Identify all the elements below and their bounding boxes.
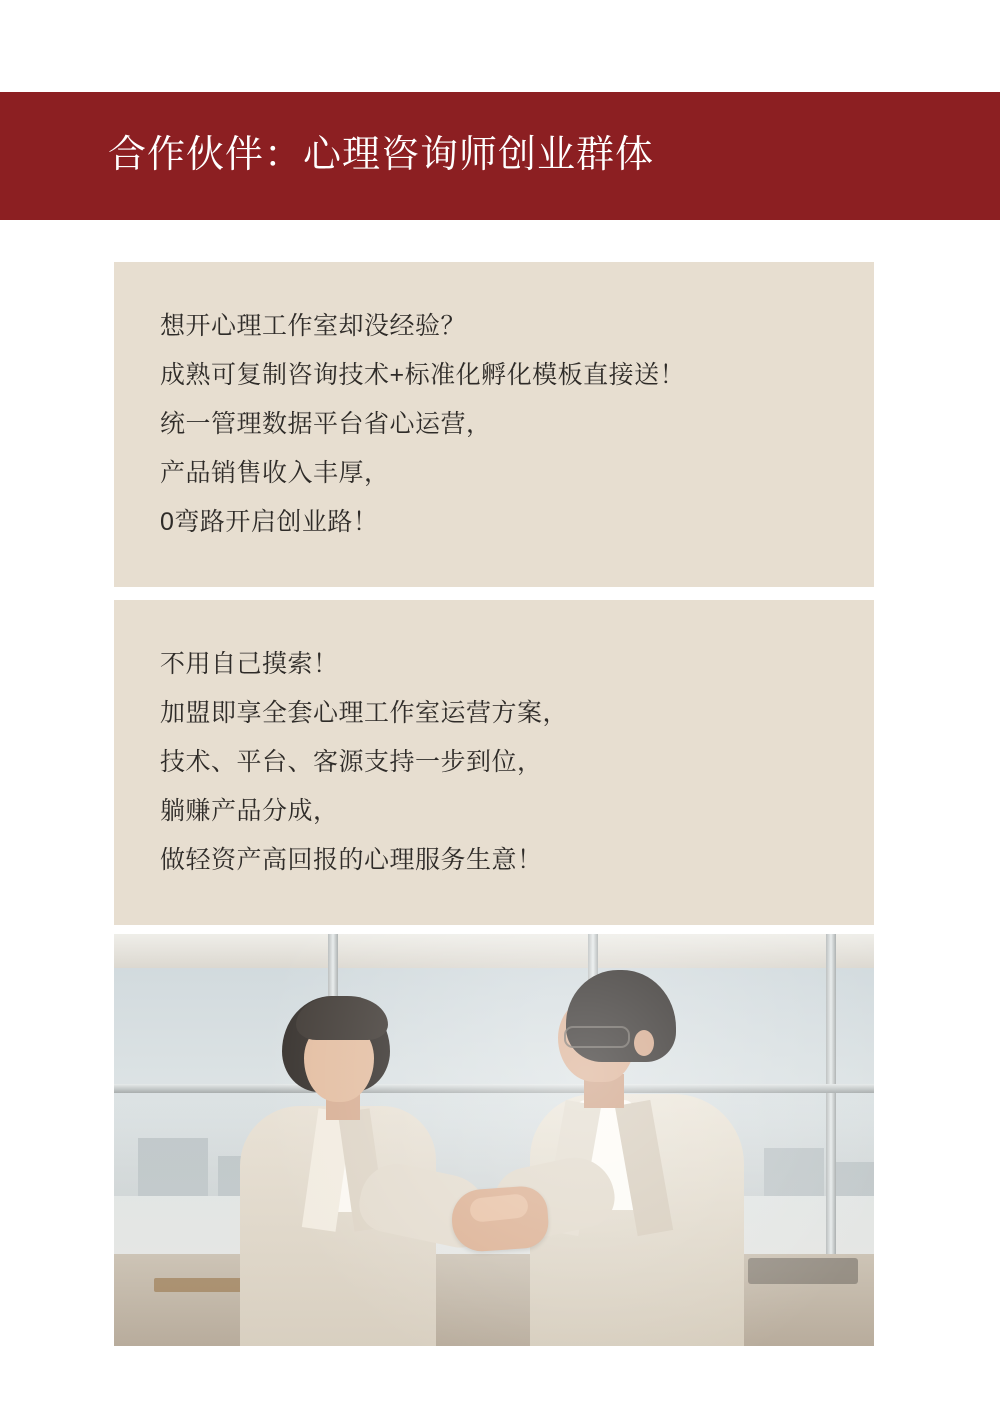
window-mullion-horizontal: [114, 1084, 874, 1093]
text-card-2: [114, 600, 874, 925]
skyline-haze: [114, 1086, 874, 1196]
card-2-line-1: 不用自己摸索！: [160, 650, 339, 678]
card-1-line-3: 统一管理数据平台省心运营，: [160, 410, 492, 438]
man-ear: [634, 1030, 654, 1056]
card-2-line-2: 加盟即享全套心理工作室运营方案，: [160, 699, 569, 727]
card-2-line-3: 技术、平台、客源支持一步到位，: [160, 748, 543, 776]
side-cabinet: [748, 1258, 858, 1284]
card-1-line-5: 0弯路开启创业路！: [160, 508, 379, 536]
card-2-line-5: 做轻资产高回报的心理服务生意！: [160, 846, 543, 874]
card-1-line-2: 成熟可复制咨询技术+标准化孵化模板直接送！: [160, 361, 686, 389]
ceiling-strip: [114, 934, 874, 968]
text-card-1: [114, 262, 874, 587]
page-title: 合作伙伴：心理咨询师创业群体: [108, 134, 655, 177]
woman-hair-front: [296, 996, 388, 1040]
handshake-photo: [114, 934, 874, 1346]
glasses-icon: [564, 1026, 630, 1048]
card-1-line-1: 想开心理工作室却没经验？: [160, 312, 467, 340]
card-1-line-4: 产品销售收入丰厚，: [160, 459, 390, 487]
card-2-line-4: 躺赚产品分成，: [160, 797, 339, 825]
header-banner: [0, 92, 1000, 220]
photo-illustration: [114, 934, 874, 1346]
